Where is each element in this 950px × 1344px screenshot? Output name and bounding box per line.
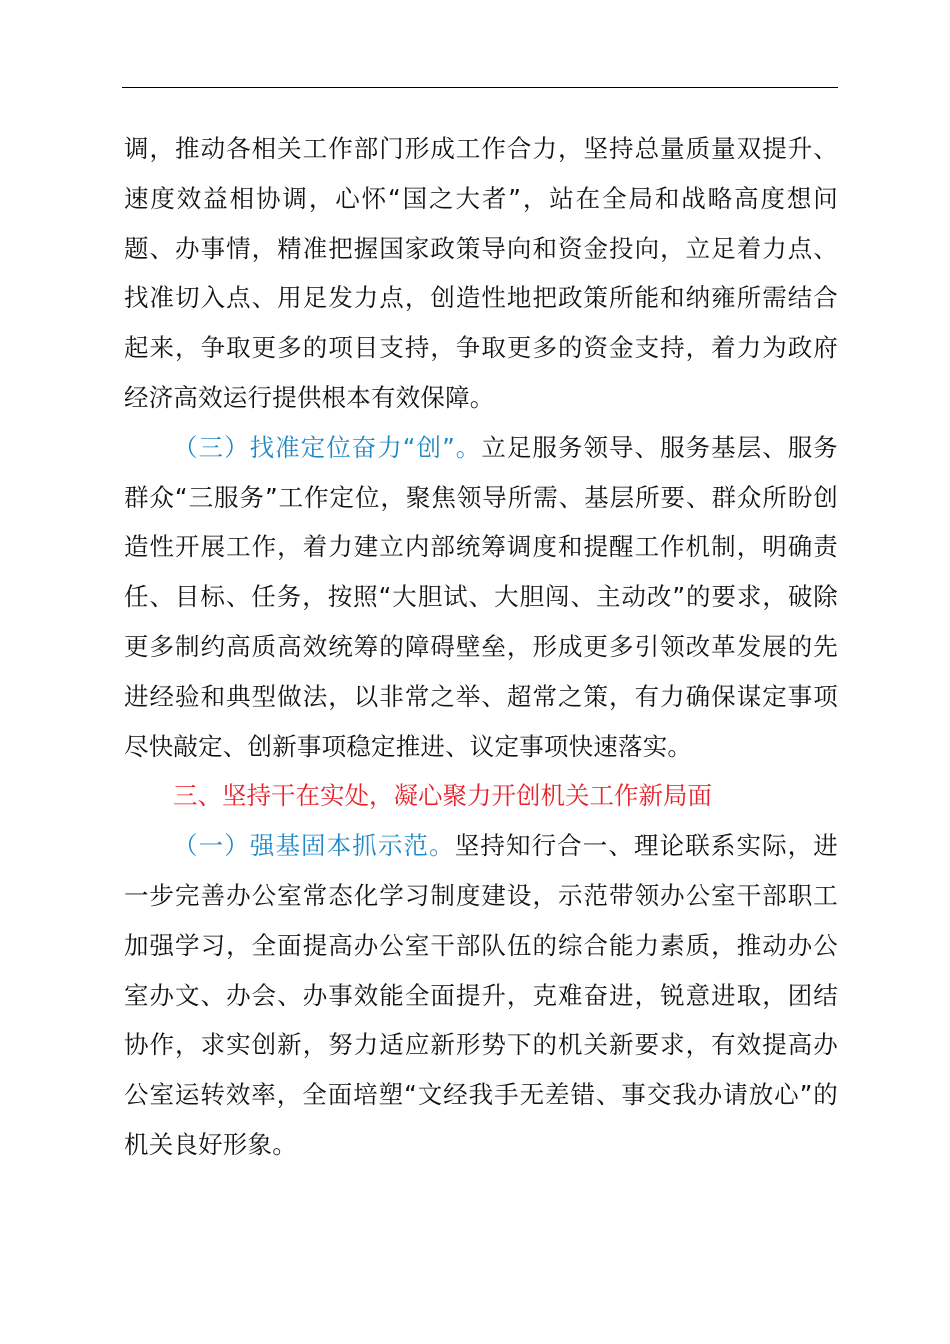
paragraph-text: 立足服务领导、服务基层、服务群众“三服务”工作定位，聚焦领导所需、基层所要、群众所盼创造性开展工作，着力建立内部统筹调度和提醒工作机制，明确责任、目标、任务，按照“大胆试、大胆闯、主动改”的要求，破除更多制约高质高效统筹的障碍壁垒，形成更多引领改革发展的先进经验和典型做法，以非常之举、超常之策，有力确保谋定事项尽快敲定、创新事项稳定推进、议定事项快速落实。 <box>124 432 838 761</box>
sub-heading-strengthen-foundation: （一）强基固本抓示范。 <box>173 831 455 861</box>
document-body <box>124 124 838 1170</box>
paragraph-text: 调，推动各相关工作部门形成工作合力，坚持总量质量双提升、速度效益相协调，心怀“国之大者”，站在全局和战略高度想问题、办事情，精准把握国家政策导向和资金投向，立足着力点、找准切入点、用足发力点，创造性地把政策所能和纳雍所需结合起来，争取更多的项目支持，争取更多的资金支持，着力为政府经济高效运行提供根本有效保障。 <box>124 134 838 412</box>
paragraph-strengthen-foundation <box>124 821 838 1170</box>
sub-heading-find-position: （三）找准定位奋力“创”。 <box>173 432 482 462</box>
paragraph-text: 坚持知行合一、理论联系实际，进一步完善办公室常态化学习制度建设，示范带领办公室干部职工加强学习，全面提高办公室干部队伍的综合能力素质，推动办公室办文、办会、办事效能全面提升，克难奋进，锐意进取，团结协作，求实创新，努力适应新形势下的机关新要求，有效提高办公室运转效率，全面培塑“文经我手无差错、事交我办请放心”的机关良好形象。 <box>124 831 838 1159</box>
paragraph-find-position <box>124 423 838 772</box>
section-heading-three: 三、坚持干在实处，凝心聚力开创机关工作新局面 <box>173 781 712 811</box>
paragraph-continuation <box>124 124 838 423</box>
header-rule <box>122 87 838 88</box>
